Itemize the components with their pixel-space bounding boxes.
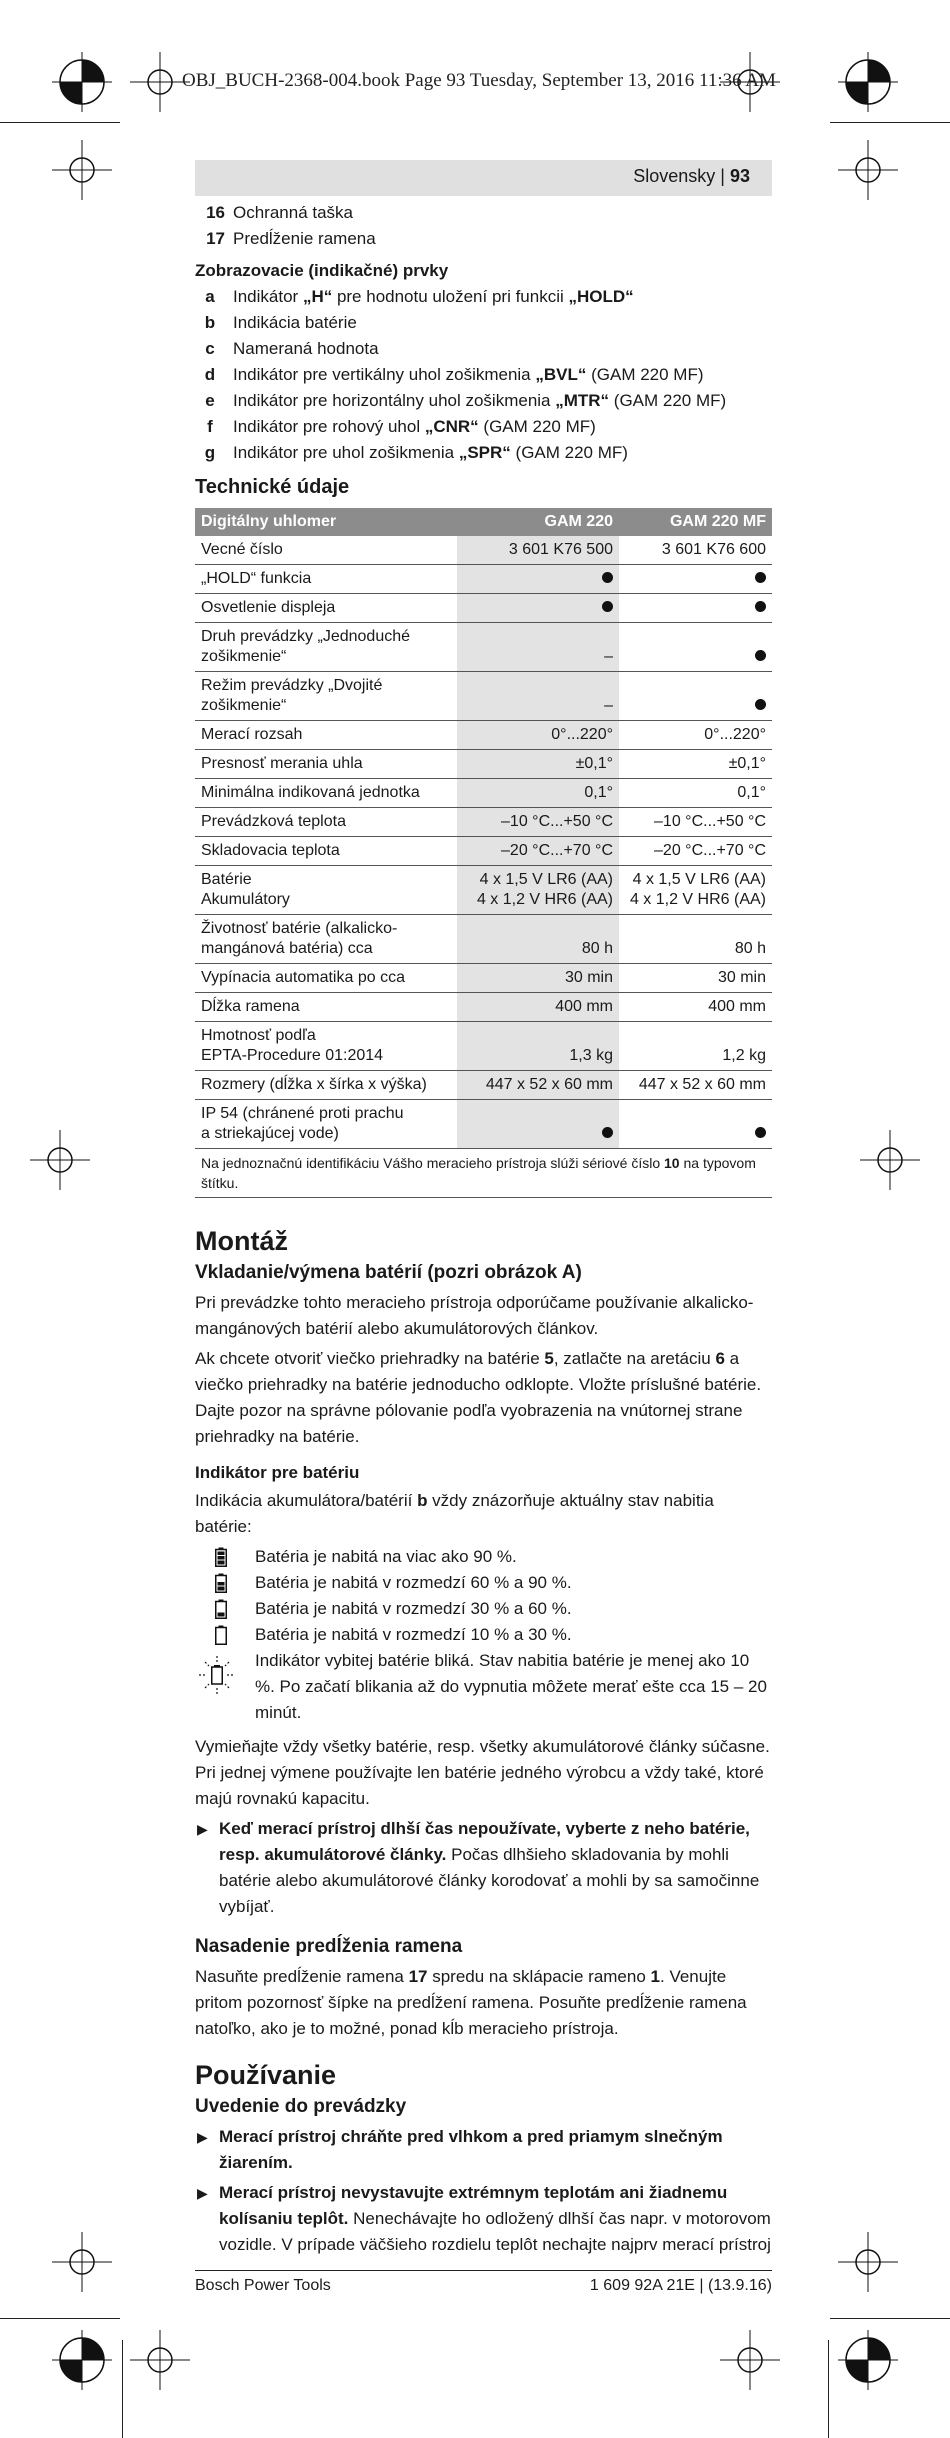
- table-row: [195, 993, 772, 1022]
- table-cell: 80 h: [457, 915, 619, 964]
- page-content: [195, 200, 772, 2262]
- crosshair-mark-icon: [860, 1130, 920, 1190]
- table-row: [195, 594, 772, 623]
- table-cell: –20 °C...+70 °C: [619, 837, 772, 866]
- page-number: 93: [729, 166, 750, 186]
- table-cell: [457, 565, 619, 594]
- bullet-dot-icon: [755, 1127, 766, 1138]
- table-cell: 4 x 1,5 V LR6 (AA) 4 x 1,2 V HR6 (AA): [457, 866, 619, 915]
- table-cell: 400 mm: [619, 993, 772, 1022]
- table-header: GAM 220: [457, 508, 619, 536]
- display-items: [195, 284, 772, 466]
- table-cell: ±0,1°: [457, 750, 619, 779]
- table-row: [195, 672, 772, 721]
- table-row: [195, 808, 772, 837]
- table-cell: –20 °C...+70 °C: [457, 837, 619, 866]
- table-row: [195, 915, 772, 964]
- table-cell: 0,1°: [619, 779, 772, 808]
- list-item: Batéria je nabitá na viac ako 90 %.: [195, 1544, 772, 1570]
- table-cell: 0,1°: [457, 779, 619, 808]
- table-cell: 0°...220°: [457, 721, 619, 750]
- bullet-dot-icon: [602, 601, 613, 612]
- crosshair-mark-icon: [130, 2330, 190, 2390]
- table-cell: 30 min: [619, 964, 772, 993]
- table-cell: –10 °C...+50 °C: [619, 808, 772, 837]
- paragraph: Vymieňajte vždy všetky batérie, resp. všetky akumulátorové články súčasne. Pri jednej výmene používajte len batérie jedného výrobcu a vždy také, ktoré majú rovnakú kapacitu.: [195, 1737, 770, 1808]
- trim-line: [830, 122, 950, 123]
- startup-heading: Uvedenie do prevádzky: [195, 2096, 407, 2117]
- bullet-dot-icon: [755, 572, 766, 583]
- table-cell: –: [457, 672, 619, 721]
- table-cell: Druh prevádzky „Jednoduché zošikmenie“: [195, 623, 457, 672]
- table-cell: Minimálna indikovaná jednotka: [195, 779, 457, 808]
- list-item: c Nameraná hodnota: [205, 339, 379, 358]
- registration-mark-icon: [52, 52, 112, 112]
- table-cell: 3 601 K76 600: [619, 536, 772, 565]
- registration-mark-icon: [838, 52, 898, 112]
- table-cell: Presnosť merania uhla: [195, 750, 457, 779]
- header-language: Slovensky: [633, 166, 716, 186]
- list-item: d Indikátor pre vertikálny uhol zošikmenia „BVL“ (GAM 220 MF): [204, 365, 704, 384]
- table-header: Digitálny uhlomer: [195, 508, 457, 536]
- crosshair-mark-icon: [838, 140, 898, 200]
- table-cell: Vypínacia automatika po cca: [195, 964, 457, 993]
- table-row: [195, 565, 772, 594]
- list-item: Batéria je nabitá v rozmedzí 10 % a 30 %.: [195, 1622, 772, 1648]
- table-cell: 447 x 52 x 60 mm: [457, 1071, 619, 1100]
- bullet-dot-icon: [755, 650, 766, 661]
- list-item: Batéria je nabitá v rozmedzí 60 % a 90 %.: [195, 1570, 772, 1596]
- triangle-bullet-icon: ▶: [197, 2129, 208, 2145]
- table-row: [195, 1100, 772, 1149]
- paragraph: Ak chcete otvoriť viečko priehradky na batérie 5, zatlačte na aretáciu 6 a viečko priehradky na batérie jednoducho odklopte. Vložte príslušné batérie. Dajte pozor na správne pólovanie podľa vyobrazenia na vnútornej strane priehradky na batérie.: [195, 1349, 762, 1446]
- page-header: [195, 160, 772, 196]
- battery-one-third-icon: [215, 1599, 227, 1619]
- list-item: a Indikátor „H“ pre hodnotu uložení pri funkcii „HOLD“: [205, 287, 634, 306]
- table-cell: IP 54 (chránené proti prachu a striekajúcej vode): [195, 1100, 457, 1149]
- table-cell: „HOLD“ funkcia: [195, 565, 457, 594]
- trim-line: [0, 2318, 120, 2319]
- table-cell: 447 x 52 x 60 mm: [619, 1071, 772, 1100]
- table-cell: [619, 594, 772, 623]
- table-cell: ±0,1°: [619, 750, 772, 779]
- crosshair-mark-icon: [30, 1130, 90, 1190]
- table-cell: 1,2 kg: [619, 1022, 772, 1071]
- table-cell: Dĺžka ramena: [195, 993, 457, 1022]
- crosshair-mark-icon: [52, 2232, 112, 2292]
- table-cell: [619, 1100, 772, 1149]
- table-cell: 80 h: [619, 915, 772, 964]
- table-row: [195, 623, 772, 672]
- display-section-title: Zobrazovacie (indikačné) prvky: [195, 261, 449, 280]
- warning-bullet: ▶ Merací prístroj chráňte pred vlhkom a pred priamym slnečným žiarením.: [195, 2124, 772, 2176]
- table-cell: Vecné číslo: [195, 536, 457, 565]
- table-row: [195, 1071, 772, 1100]
- bullet-dot-icon: [755, 699, 766, 710]
- trim-line: [122, 2340, 123, 2438]
- table-cell: Prevádzková teplota: [195, 808, 457, 837]
- table-row: [195, 1022, 772, 1071]
- table-cell: Rozmery (dĺžka x šírka x výška): [195, 1071, 457, 1100]
- table-cell: [619, 623, 772, 672]
- table-row: [195, 964, 772, 993]
- table-cell: Životnosť batérie (alkalicko- mangánová batéria) cca: [195, 915, 457, 964]
- section-title-pouzivanie: Používanie: [195, 2060, 337, 2090]
- table-row: [195, 837, 772, 866]
- footer-left: Bosch Power Tools: [195, 2277, 331, 2294]
- battery-heading: Vkladanie/výmena batérií (pozri obrázok A): [195, 1262, 582, 1283]
- header-separator: |: [720, 166, 725, 186]
- registration-mark-icon: [52, 2330, 112, 2390]
- crosshair-mark-icon: [838, 2232, 898, 2292]
- tech-data-title: Technické údaje: [195, 476, 350, 498]
- registration-mark-icon: [838, 2330, 898, 2390]
- table-cell: Osvetlenie displeja: [195, 594, 457, 623]
- table-row: [195, 750, 772, 779]
- list-item: g Indikátor pre uhol zošikmenia „SPR“ (GAM 220 MF): [204, 443, 628, 462]
- table-cell: Merací rozsah: [195, 721, 457, 750]
- table-cell: Skladovacia teplota: [195, 837, 457, 866]
- paragraph: Indikácia akumulátora/batérií b vždy znázorňuje aktuálny stav nabitia batérie:: [195, 1491, 714, 1536]
- list-item: b Indikácia batérie: [204, 313, 357, 332]
- footer-right: 1 609 92A 21E | (13.9.16): [589, 2277, 772, 2294]
- table-cell: 1,3 kg: [457, 1022, 619, 1071]
- battery-levels: [195, 1544, 772, 1726]
- table-note-row: [195, 1149, 772, 1198]
- tech-data-table: [195, 508, 772, 1198]
- parts-list: [195, 200, 772, 252]
- paragraph: Nasuňte predĺženie ramena 17 spredu na sklápacie rameno 1. Venujte pritom pozornosť šípke na predĺžení ramena. Posuňte predĺženie ramena natoľko, ako je to možné, ponad kĺb meracieho prístroja.: [195, 1967, 747, 2038]
- triangle-bullet-icon: ▶: [197, 2185, 208, 2201]
- list-item: e Indikátor pre horizontálny uhol zošikmenia „MTR“ (GAM 220 MF): [205, 391, 727, 410]
- book-info-line: OBJ_BUCH-2368-004.book Page 93 Tuesday, September 13, 2016 11:36 AM: [182, 70, 776, 91]
- table-cell: –10 °C...+50 °C: [457, 808, 619, 837]
- bullet-dot-icon: [602, 1127, 613, 1138]
- table-header: GAM 220 MF: [619, 508, 772, 536]
- table-cell: Hmotnosť podľa EPTA-Procedure 01:2014: [195, 1022, 457, 1071]
- table-cell: Batérie Akumulátory: [195, 866, 457, 915]
- crosshair-mark-icon: [52, 140, 112, 200]
- table-cell: 400 mm: [457, 993, 619, 1022]
- page-footer: [195, 2270, 772, 2295]
- battery-blinking-icon: [195, 1656, 239, 1696]
- table-row: [195, 866, 772, 915]
- bullet-dot-icon: [755, 601, 766, 612]
- bullet-dot-icon: [602, 572, 613, 583]
- battery-empty-icon: [215, 1625, 227, 1645]
- triangle-bullet-icon: ▶: [197, 1821, 208, 1837]
- warning-bullet: ▶ Keď merací prístroj dlhší čas nepoužívate, vyberte z neho batérie, resp. akumulátorové články. Počas dlhšieho skladovania by mohli batérie alebo akumulátorové články korodovať a mohli by sa samočinne vybíjať.: [195, 1816, 772, 1920]
- table-cell: [457, 594, 619, 623]
- battery-two-thirds-icon: [215, 1573, 227, 1593]
- table-row: [195, 779, 772, 808]
- trim-line: [828, 2340, 829, 2438]
- section-title-montaz: Montáž: [195, 1226, 288, 1256]
- table-row: [195, 536, 772, 565]
- table-cell: [619, 565, 772, 594]
- list-item: 17 Predĺženie ramena: [206, 229, 376, 248]
- table-cell: –: [457, 623, 619, 672]
- table-cell: Režim prevádzky „Dvojité zošikmenie“: [195, 672, 457, 721]
- table-cell: 30 min: [457, 964, 619, 993]
- table-cell: [457, 1100, 619, 1149]
- battery-full-icon: [215, 1547, 227, 1567]
- list-item: Batéria je nabitá v rozmedzí 30 % a 60 %.: [195, 1596, 772, 1622]
- table-row: [195, 721, 772, 750]
- serial-number-note: Na jednoznačnú identifikáciu Vášho meracieho prístroja slúži sériové číslo 10 na typovom štítku.: [195, 1149, 772, 1198]
- extension-heading: Nasadenie predĺženia ramena: [195, 1936, 463, 1957]
- warning-bullet: ▶ Merací prístroj nevystavujte extrémnym teplotám ani žiadnemu kolísaniu teplôt. Nenechávajte ho odložený dlhší čas napr. v motorovom vozidle. V prípade väčšieho rozdielu teplôt nechajte najprv merací prístroj: [195, 2180, 772, 2258]
- table-cell: 4 x 1,5 V LR6 (AA) 4 x 1,2 V HR6 (AA): [619, 866, 772, 915]
- table-cell: 0°...220°: [619, 721, 772, 750]
- indicator-heading: Indikátor pre batériu: [195, 1463, 360, 1482]
- list-item: 16 Ochranná taška: [206, 203, 354, 222]
- crosshair-mark-icon: [720, 2330, 780, 2390]
- crosshair-mark-icon: [130, 52, 190, 112]
- trim-line: [0, 122, 120, 123]
- trim-line: [830, 2318, 950, 2319]
- list-item: f Indikátor pre rohový uhol „CNR“ (GAM 220 MF): [207, 417, 596, 436]
- table-cell: 3 601 K76 500: [457, 536, 619, 565]
- paragraph: Pri prevádzke tohto meracieho prístroja odporúčame používanie alkalicko-mangánových batérií alebo akumulátorových článkov.: [195, 1293, 754, 1338]
- list-item: Indikátor vybitej batérie bliká. Stav nabitia batérie je menej ako 10 %. Po začatí blikania až do vypnutia môžete merať ešte cca 15 – 20 minút.: [195, 1648, 772, 1726]
- table-cell: [619, 672, 772, 721]
